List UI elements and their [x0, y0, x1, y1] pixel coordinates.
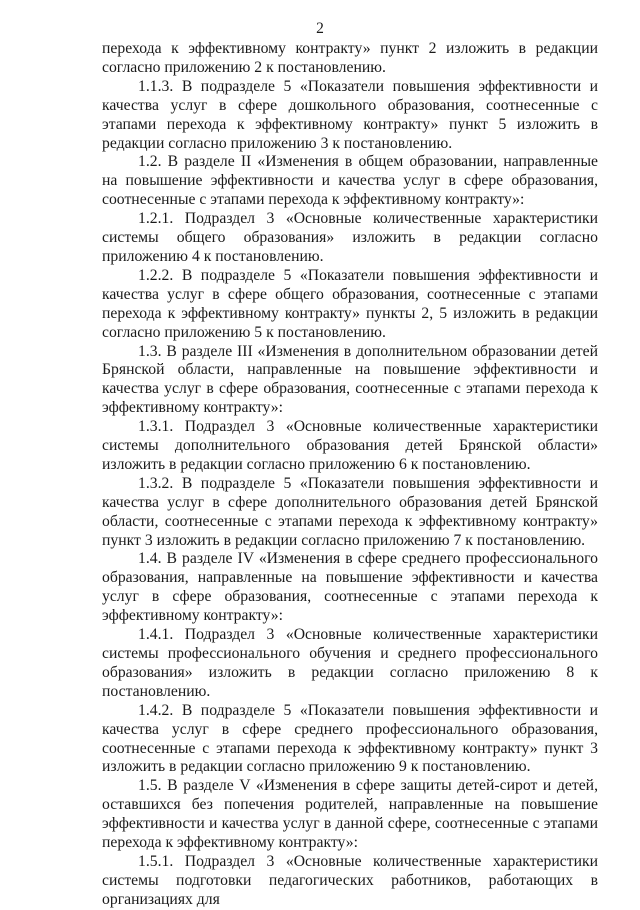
paragraph: 1.4.1. Подраздел 3 «Основные количественные характеристики системы профессионального обучения и среднего профессионального образования» изложить в редакции согласно приложению 8 к постановлению. — [102, 626, 598, 700]
page-number: 2 — [316, 20, 324, 37]
paragraph: 1.5.1. Подраздел 3 «Основные количественные характеристики системы подготовки педагогических работников, работающих в организациях для — [102, 852, 598, 908]
paragraph: 1.3.2. В подразделе 5 «Показатели повышения эффективности и качества услуг в сфере дополнительного образования детей Брянской области, соотнесенные с этапами перехода к эффективному контракту» пункт 3 изложить в редакции согласно приложению 7 к постановлению. — [102, 474, 598, 549]
paragraph: 1.3. В разделе III «Изменения в дополнительном образовании детей Брянской области, направленные на повышение эффективности и качества услуг в сфере образования, соотнесенные с этапами перехода к эффективному контракту»: — [102, 342, 598, 417]
paragraph: 1.4. В разделе IV «Изменения в сфере среднего профессионального образования, направленные на повышение эффективности и качества услуг в сфере образования, соотнесенные с этапами перехода к эффективному контракту»: — [102, 550, 598, 625]
paragraph: 1.2. В разделе II «Изменения в общем образовании, направленные на повышение эффективности и качества услуг в сфере образования, соотнесенные с этапами перехода к эффективному контракту»: — [102, 153, 598, 209]
paragraph: 1.5. В разделе V «Изменения в сфере защиты детей-сирот и детей, оставшихся без попечения родителей, направленные на повышение эффективности и качества услуг в данной сфере, соотнесенные с этапами перехода к эффективному контракту»: — [102, 777, 598, 852]
paragraph: 1.2.1. Подраздел 3 «Основные количественные характеристики системы общего образования» изложить в редакции согласно приложению 4 к постановлению. — [102, 210, 598, 265]
paragraph: 1.3.1. Подраздел 3 «Основные количественные характеристики системы дополнительного образования детей Брянской области» изложить в редакции согласно приложению 6 к постановлению. — [102, 418, 598, 473]
paragraph: 1.2.2. В подразделе 5 «Показатели повышения эффективности и качества услуг в сфере общего образования, соотнесенные с этапами перехода к эффективному контракту» пункты 2, 5 изложить в редакции согласно приложению 5 к постановлению. — [102, 266, 598, 341]
paragraph: 1.1.3. В подразделе 5 «Показатели повышения эффективности и качества услуг в сфере дошкольного образования, соотнесенные с этапами перехода к эффективному контракту» пункт 5 изложить в редакции согласно приложению 3 к постановлению. — [102, 77, 598, 152]
document-body — [102, 40, 598, 910]
paragraph: перехода к эффективному контракту» пункт 2 изложить в редакции согласно приложению 2 к постановлению. — [102, 40, 598, 76]
paragraph: 1.4.2. В подразделе 5 «Показатели повышения эффективности и качества услуг в сфере среднего профессионального образования, соотнесенные с этапами перехода к эффективному контракту» пункт 3 изложить в редакции согласно приложению 9 к постановлению. — [102, 701, 598, 776]
